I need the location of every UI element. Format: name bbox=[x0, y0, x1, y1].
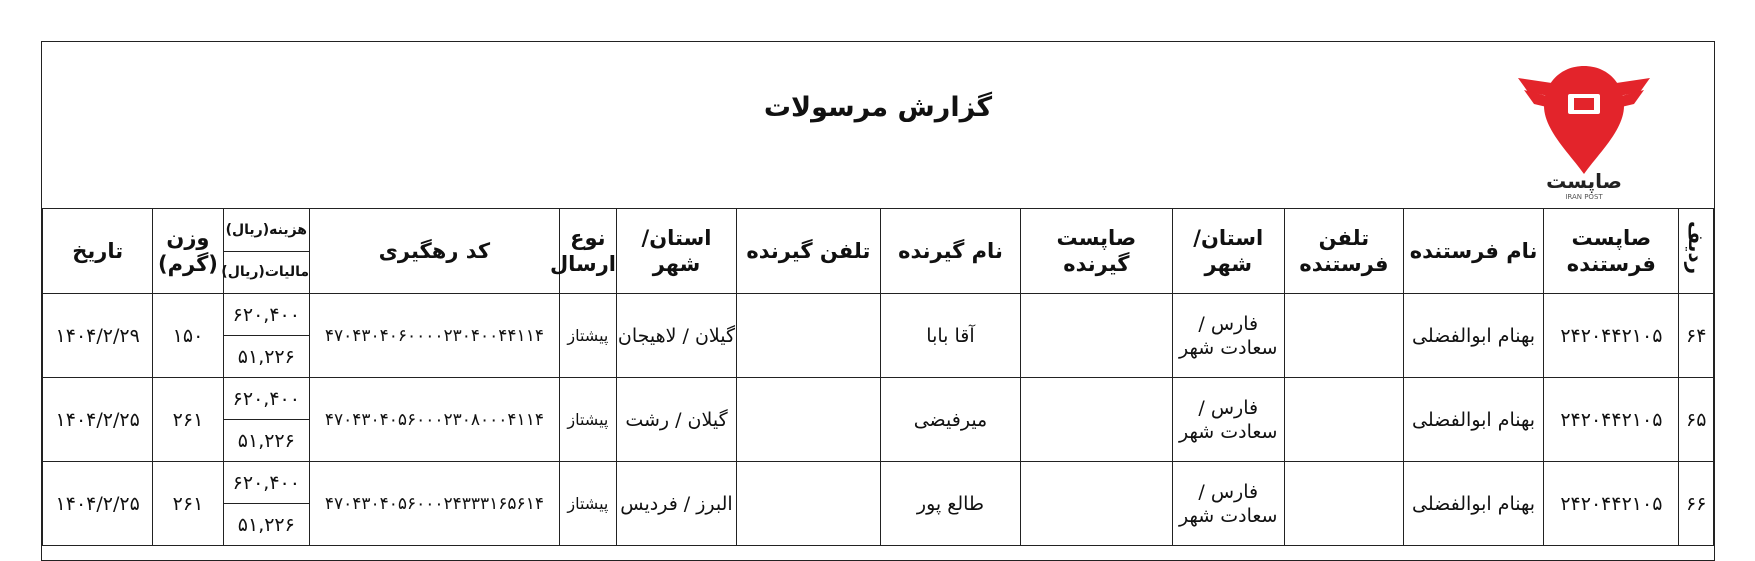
cell-date: ۱۴۰۴/۲/۲۵ bbox=[43, 378, 153, 462]
cell-date: ۱۴۰۴/۲/۲۹ bbox=[43, 294, 153, 378]
cell-sender-name: بهنام ابوالفضلی bbox=[1403, 294, 1544, 378]
cell-send-type: پیشتاز bbox=[559, 462, 616, 546]
header-receiver-province-city: استان/ شهر bbox=[617, 209, 737, 294]
cell-row-number: ۶۴ bbox=[1679, 294, 1714, 378]
cell-receiver-city: گیلان / لاهیجان bbox=[617, 294, 737, 378]
header-send-type: نوع ارسال bbox=[559, 209, 616, 294]
cell-receiver-city: گیلان / رشت bbox=[617, 378, 737, 462]
cell-row-number: ۶۶ bbox=[1679, 462, 1714, 546]
cell-sender-name: بهنام ابوالفضلی bbox=[1403, 378, 1544, 462]
cell-tracking-code: ۴۷۰۴۳۰۴۰۵۶۰۰۰۲۴۳۳۳۱۶۵۶۱۴ bbox=[310, 462, 560, 546]
header-sender-sapost: صاپست فرستنده bbox=[1544, 209, 1679, 294]
cell-row-number: ۶۵ bbox=[1679, 378, 1714, 462]
cell-sender-phone bbox=[1284, 462, 1403, 546]
header-sender-province-city: استان/ شهر bbox=[1172, 209, 1284, 294]
cell-send-type: پیشتاز bbox=[559, 294, 616, 378]
cell-receiver-phone bbox=[736, 378, 880, 462]
report-header bbox=[42, 42, 1714, 209]
table-row bbox=[43, 294, 1714, 336]
cell-receiver-sapost bbox=[1021, 462, 1172, 546]
cell-sender-sapost: ۲۴۲۰۴۴۲۱۰۵ bbox=[1544, 378, 1679, 462]
cell-receiver-phone bbox=[736, 294, 880, 378]
header-tracking-code: کد رهگیری bbox=[310, 209, 560, 294]
cell-tax: ۵۱,۲۲۶ bbox=[223, 420, 309, 462]
cell-receiver-name: طالع پور bbox=[880, 462, 1021, 546]
report-title: گزارش مرسولات bbox=[763, 92, 993, 123]
header-receiver-phone: تلفن گیرنده bbox=[736, 209, 880, 294]
cell-receiver-sapost bbox=[1021, 294, 1172, 378]
cell-sender-phone bbox=[1284, 294, 1403, 378]
cell-sender-sapost: ۲۴۲۰۴۴۲۱۰۵ bbox=[1544, 294, 1679, 378]
cell-receiver-sapost bbox=[1021, 378, 1172, 462]
table-header-row bbox=[43, 209, 1714, 252]
header-cost: هزینه(ریال) bbox=[223, 209, 309, 252]
shipments-table bbox=[42, 208, 1714, 546]
header-date: تاریخ bbox=[43, 209, 153, 294]
cell-sender-city: فارس / سعادت شهر bbox=[1172, 378, 1284, 462]
header-sender-name: نام فرستنده bbox=[1403, 209, 1544, 294]
sapost-logo-icon bbox=[1514, 56, 1654, 202]
cell-receiver-name: آقا بابا bbox=[880, 294, 1021, 378]
table-row bbox=[43, 462, 1714, 504]
cell-sender-phone bbox=[1284, 378, 1403, 462]
header-sender-phone: تلفن فرستنده bbox=[1284, 209, 1403, 294]
cell-receiver-phone bbox=[736, 462, 880, 546]
svg-text:IRAN POST: IRAN POST bbox=[1565, 193, 1603, 201]
cell-sender-sapost: ۲۴۲۰۴۴۲۱۰۵ bbox=[1544, 462, 1679, 546]
header-receiver-sapost: صاپست گیرنده bbox=[1021, 209, 1172, 294]
report-sheet bbox=[41, 41, 1715, 561]
cell-receiver-city: البرز / فردیس bbox=[617, 462, 737, 546]
cell-tax: ۵۱,۲۲۶ bbox=[223, 336, 309, 378]
cell-tracking-code: ۴۷۰۴۳۰۴۰۵۶۰۰۰۲۳۰۸۰۰۰۴۱۱۴ bbox=[310, 378, 560, 462]
cell-weight: ۱۵۰ bbox=[153, 294, 223, 378]
table-row bbox=[43, 378, 1714, 420]
header-receiver-name: نام گیرنده bbox=[880, 209, 1021, 294]
cell-sender-name: بهنام ابوالفضلی bbox=[1403, 462, 1544, 546]
cell-send-type: پیشتاز bbox=[559, 378, 616, 462]
cell-sender-city: فارس / سعادت شهر bbox=[1172, 294, 1284, 378]
cell-cost: ۶۲۰,۴۰۰ bbox=[223, 294, 309, 336]
header-tax: مالیات(ریال) bbox=[223, 251, 309, 294]
header-weight: وزن (گرم) bbox=[153, 209, 223, 294]
cell-receiver-name: میرفیضی bbox=[880, 378, 1021, 462]
cell-cost: ۶۲۰,۴۰۰ bbox=[223, 378, 309, 420]
cell-cost: ۶۲۰,۴۰۰ bbox=[223, 462, 309, 504]
cell-weight: ۲۶۱ bbox=[153, 462, 223, 546]
cell-tax: ۵۱,۲۲۶ bbox=[223, 504, 309, 546]
cell-weight: ۲۶۱ bbox=[153, 378, 223, 462]
svg-text:صاپست: صاپست bbox=[1546, 169, 1622, 193]
cell-tracking-code: ۴۷۰۴۳۰۴۰۶۰۰۰۰۲۳۰۴۰۰۴۴۱۱۴ bbox=[310, 294, 560, 378]
header-row-number: ردیف bbox=[1679, 209, 1714, 294]
cell-sender-city: فارس / سعادت شهر bbox=[1172, 462, 1284, 546]
cell-date: ۱۴۰۴/۲/۲۵ bbox=[43, 462, 153, 546]
